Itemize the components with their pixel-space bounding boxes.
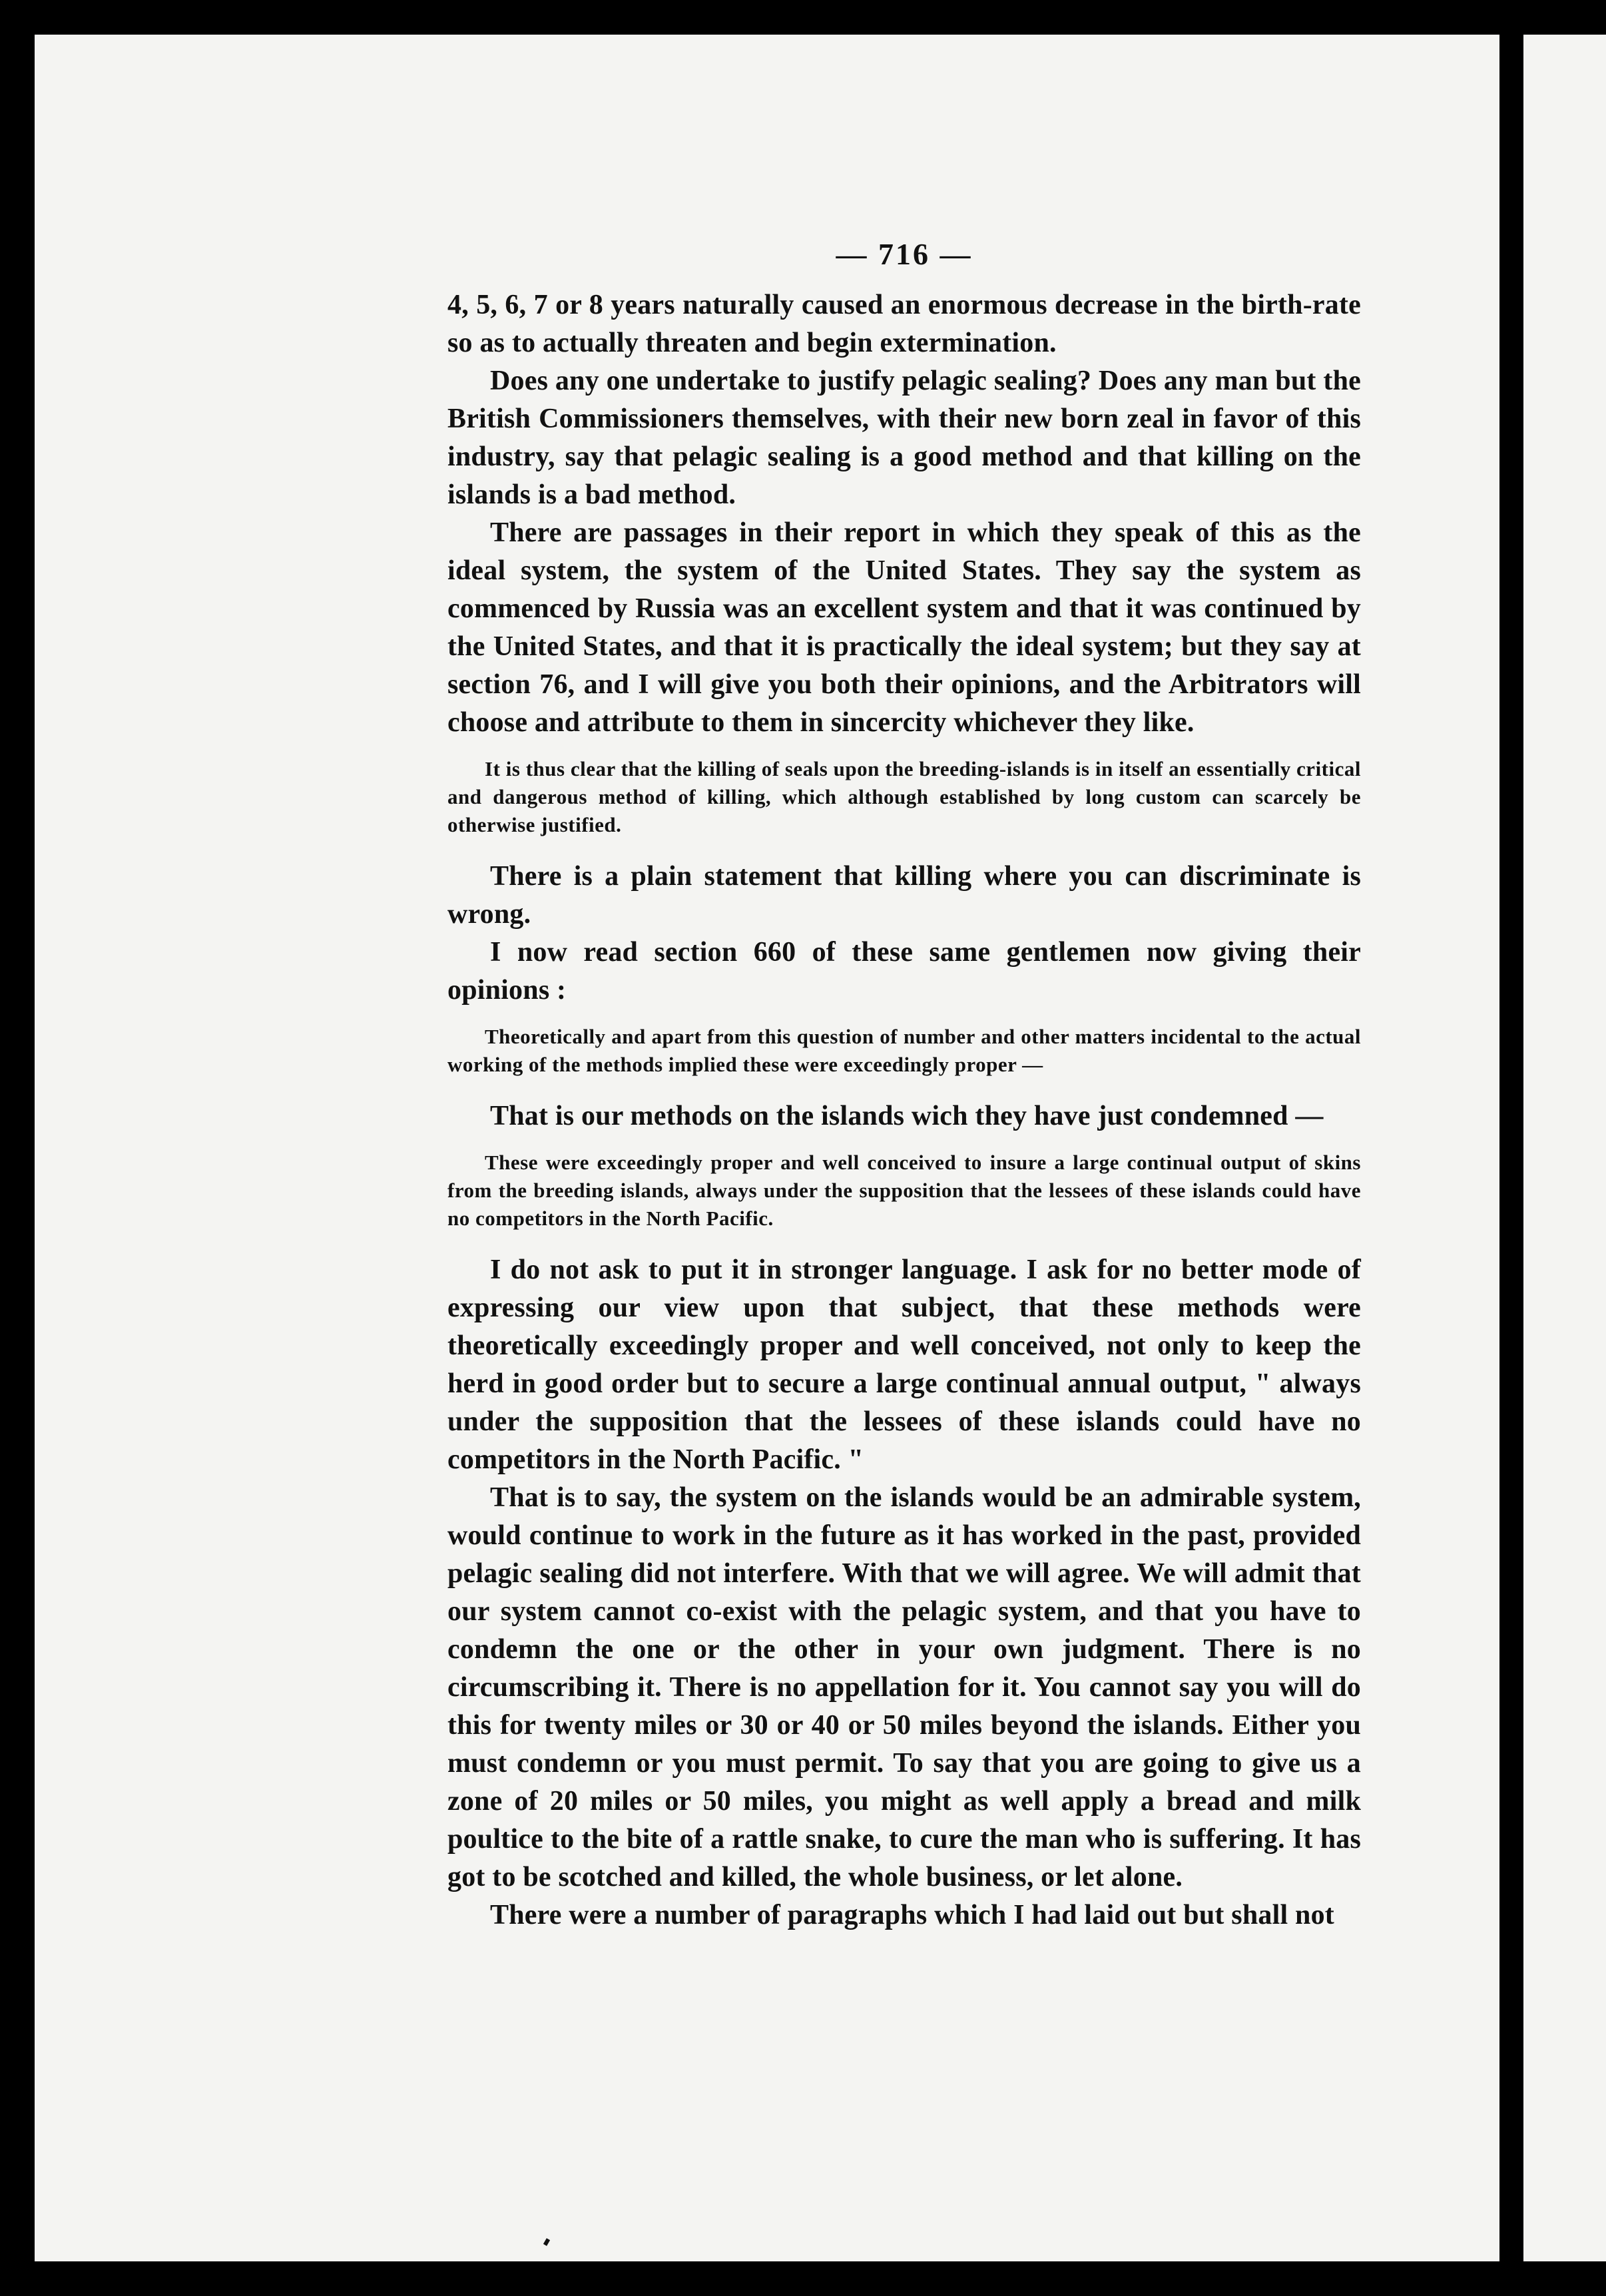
- text-block: [447, 234, 1361, 1934]
- page-number: — 716 —: [836, 237, 973, 271]
- next-page-edge: [1523, 35, 1606, 2261]
- paragraph-4: There is a plain statement that killing where you can discriminate is wrong.: [447, 861, 1361, 930]
- ink-mark: [543, 2238, 550, 2246]
- paragraph-6: That is our methods on the islands wich they have just condemned —: [490, 1101, 1324, 1131]
- paragraph-1: 4, 5, 6, 7 or 8 years naturally caused an enormous decrease in the birth-rate so as to actually threaten and begin extermination.: [447, 290, 1361, 358]
- paragraph-5: I now read section 660 of these same gentlemen now giving their opinions :: [447, 937, 1361, 1005]
- quote-1: It is thus clear that the killing of seals upon the breeding-islands is in itself an essentially critical and dangerous method of killing, which although established by long custom can scarcely be otherwise justified.: [447, 757, 1361, 836]
- paragraph-7: I do not ask to put it in stronger language. I ask for no better mode of expressing our view upon that subject, that these methods were theoretically exceedingly proper and well conceived, not only to keep the herd in good order but to secure a large continual annual output, " always under the supposition that the lessees of these islands could have no competitors in the North Pacific. ": [447, 1255, 1361, 1475]
- paragraph-8: That is to say, the system on the islands would be an admirable system, would continue to work in the future as it has worked in the past, provided pelagic sealing did not interfere. With that we will agree. We will admit that our system cannot co-exist with the pelagic system, and that you have to condemn the one or the other in your own judgment. There is no circumscribing it. There is no appellation for it. You cannot say you will do this for twenty miles or 30 or 40 or 50 miles beyond the islands. Either you must condemn or you must permit. To say that you are going to give us a zone of 20 miles or 50 miles, you might as well apply a bread and milk poultice to the bite of a rattle snake, to cure the man who is suffering. It has got to be scotched and killed, the whole business, or let alone.: [447, 1482, 1361, 1892]
- paragraph-2: Does any one undertake to justify pelagic sealing? Does any man but the British Commissioners themselves, with their new born zeal in favor of this industry, say that pelagic sealing is a good method and that killing on the islands is a bad method.: [447, 366, 1361, 510]
- quote-2: Theoretically and apart from this question of number and other matters incidental to the actual working of the methods implied these were exceedingly proper —: [447, 1025, 1361, 1076]
- quote-3: These were exceedingly proper and well conceived to insure a large continual output of skins from the breeding islands, always under the supposition that the lessees of these islands could have no competitors in the North Pacific.: [447, 1151, 1361, 1230]
- paragraph-3: There are passages in their report in which they speak of this as the ideal system, the system of the United States. They say the system as commenced by Russia was an excellent system and that it was continued by the United States, and that it is practically the ideal system; but they say at section 76, and I will give you both their opinions, and the Arbitrators will choose and attribute to them in sincercity whichever they like.: [447, 517, 1361, 738]
- paragraph-9: There were a number of paragraphs which I had laid out but shall not: [490, 1900, 1334, 1930]
- document-page: [35, 35, 1499, 2261]
